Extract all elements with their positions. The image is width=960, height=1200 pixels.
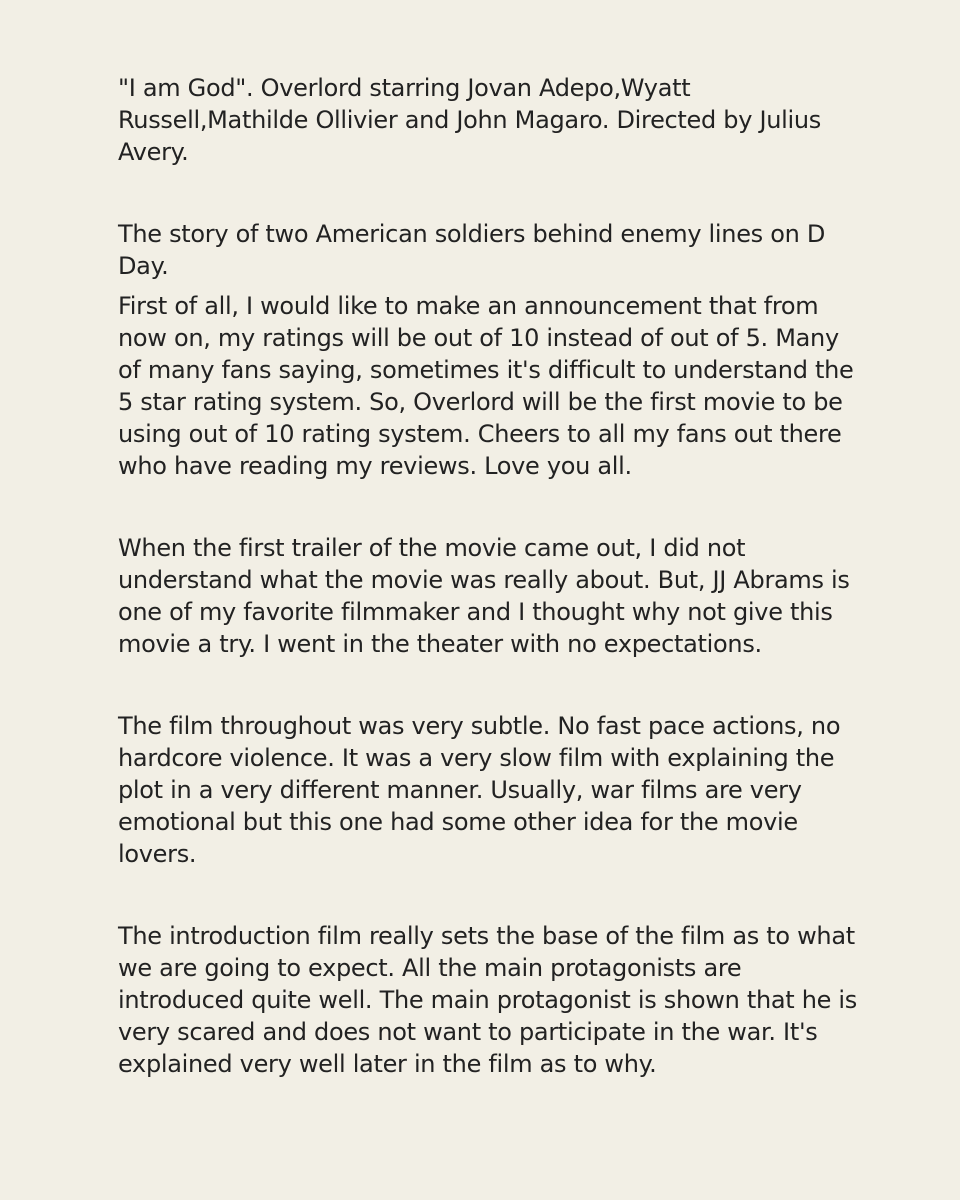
- paragraph-intro: "I am God". Overlord starring Jovan Adepo,Wyatt Russell,Mathilde Ollivier and John Magaro. Directed by Julius Avery.: [118, 74, 821, 166]
- paragraph-story: The story of two American soldiers behind enemy lines on D Day.: [118, 220, 825, 280]
- paragraph-introduction: The introduction film really sets the base of the film as to what we are going to expect. All the main protagonists are introduced quite well. The main protagonist is shown that he is very scared and does not want to participate in the war. It's explained very well later in the film as to why.: [118, 922, 857, 1078]
- paragraph-film-style: The film throughout was very subtle. No fast pace actions, no hardcore violence. It was a very slow film with explaining the plot in a very different manner. Usually, war films are very emotional but this one had some other idea for the movie lovers.: [118, 712, 841, 868]
- paragraph-announcement: First of all, I would like to make an announcement that from now on, my ratings will be out of 10 instead of out of 5. Many of many fans saying, sometimes it's difficult to understand the 5 star rating system. So, Overlord will be the first movie to be using out of 10 rating system. Cheers to all my fans out there who have reading my reviews. Love you all.: [118, 292, 854, 480]
- paragraph-trailer: When the first trailer of the movie came out, I did not understand what the movie was really about. But, JJ Abrams is one of my favorite filmmaker and I thought why not give this movie a try. I went in the theater with no expectations.: [118, 534, 850, 658]
